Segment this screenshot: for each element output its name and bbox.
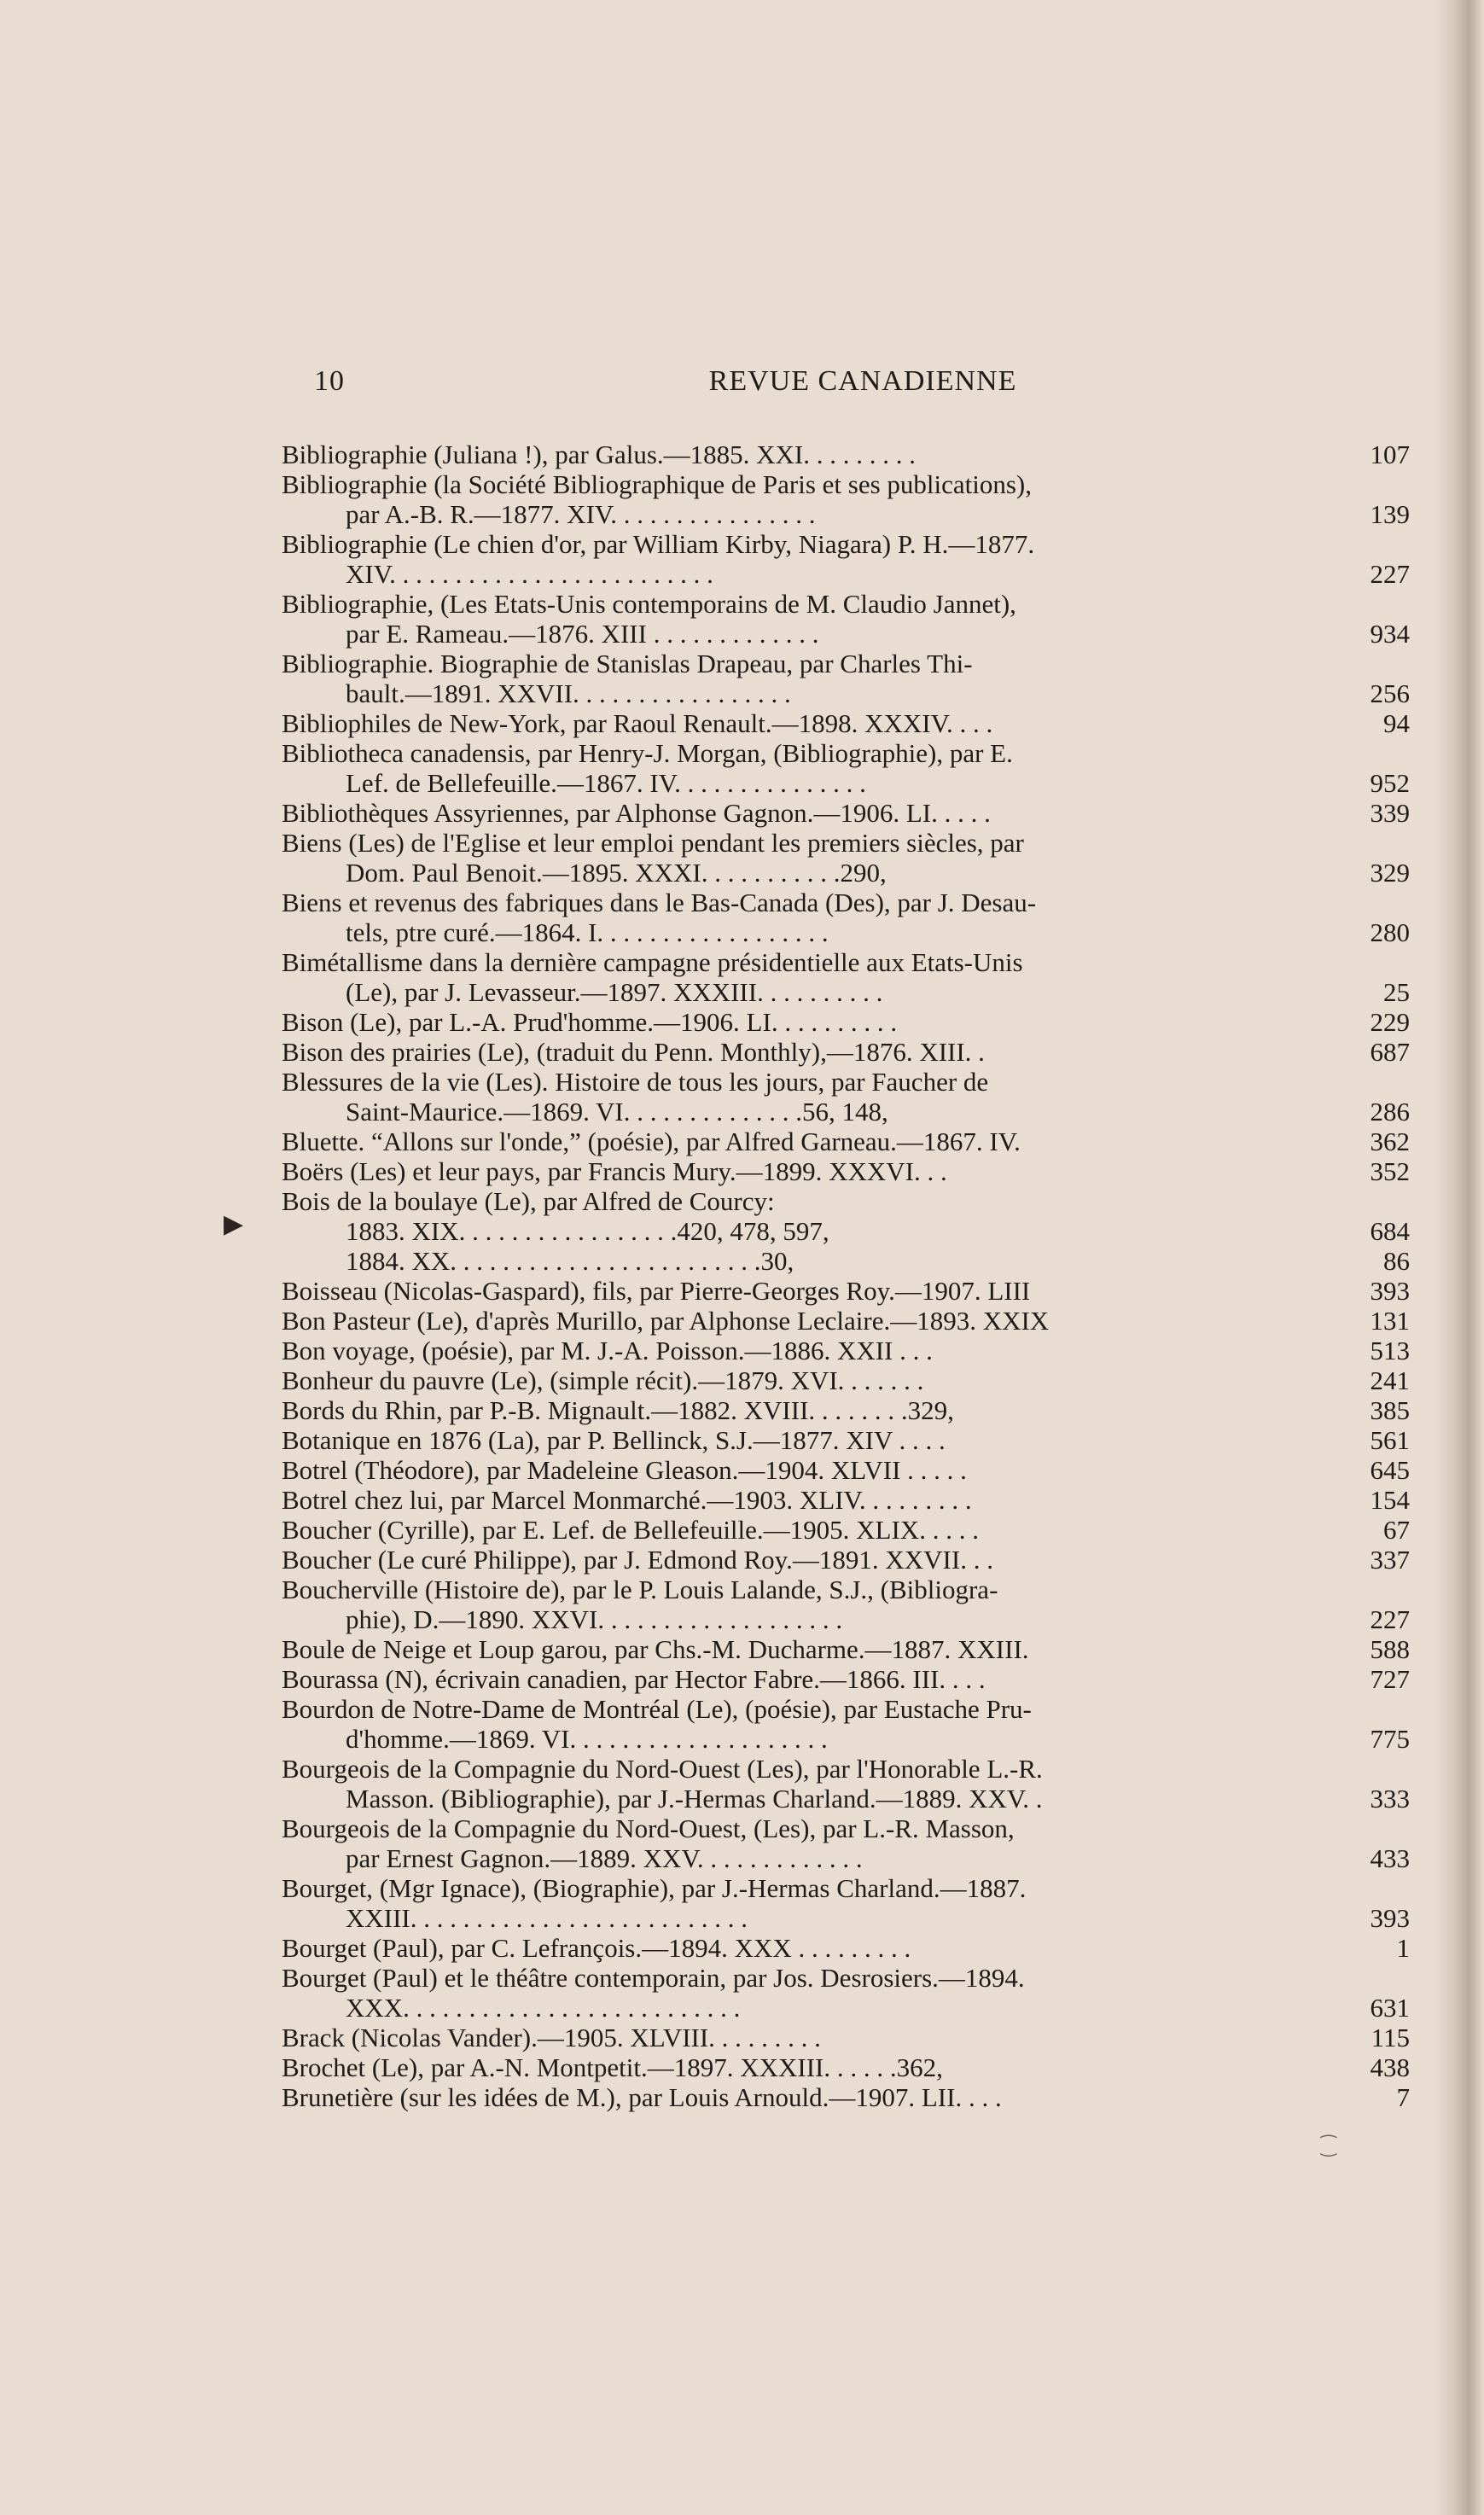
entry-page-number: 339 [1370, 798, 1410, 828]
index-entry [282, 1575, 1410, 1634]
index-entry [282, 1754, 1410, 1813]
index-entry [282, 738, 1410, 798]
entry-text: Bimétallisme dans la dernière campagne présidentielle aux Etats-Unis [282, 947, 1023, 977]
index-entry [282, 2023, 1410, 2052]
entry-page-number: 86 [1383, 1246, 1410, 1276]
entry-page-number: 513 [1370, 1336, 1410, 1365]
entry-page-number: 393 [1370, 1276, 1410, 1306]
entry-text: Bords du Rhin, par P.-B. Mignault.—1882. XVIII. . . . . . . .329, [282, 1395, 954, 1425]
entry-text: Boucherville (Histoire de), par le P. Louis Lalande, S.J., (Bibliogra- [282, 1575, 998, 1604]
entry-page-number: 94 [1383, 708, 1410, 738]
entry-text: Bourget, (Mgr Ignace), (Biographie), par J.-Hermas Charland.—1887. [282, 1873, 1027, 1903]
entry-page-number: 561 [1370, 1425, 1410, 1455]
entry-page-number: 393 [1370, 1903, 1410, 1933]
entry-page-number: 775 [1370, 1724, 1410, 1754]
entry-text: Bibliotheca canadensis, par Henry-J. Morgan, (Bibliographie), par E. [282, 738, 1013, 768]
corner-mark: ⁐ [1321, 2135, 1336, 2157]
index-entry [282, 1037, 1410, 1067]
index-entries [282, 440, 1410, 2112]
entry-page-number: 115 [1371, 2023, 1410, 2052]
entry-page-number: 645 [1370, 1455, 1410, 1485]
index-entry [282, 2052, 1410, 2082]
running-title: REVUE CANADIENNE [708, 365, 1017, 397]
entry-text-continuation: d'homme.—1869. VI. . . . . . . . . . . . . . . . . . . . [346, 1724, 828, 1754]
index-entry [282, 1485, 1410, 1515]
entry-text: Bluette. “Allons sur l'onde,” (poésie), par Alfred Garneau.—1867. IV. [282, 1127, 1021, 1156]
entry-page-number: 227 [1370, 559, 1410, 589]
entry-page-number: 385 [1370, 1395, 1410, 1425]
entry-text-continuation: Masson. (Bibliographie), par J.-Hermas Charland.—1889. XXV. . [346, 1784, 1043, 1813]
entry-text-continuation: Dom. Paul Benoit.—1895. XXXI. . . . . . . . . . .290, [346, 858, 887, 888]
entry-page-number: 438 [1370, 2052, 1410, 2082]
entry-text-continuation: (Le), par J. Levasseur.—1897. XXXIII. . . . . . . . . . [346, 977, 883, 1007]
index-entry [282, 708, 1410, 738]
index-entry [282, 1515, 1410, 1545]
index-entry [282, 1694, 1410, 1754]
index-entry [282, 1216, 1410, 1246]
entry-text-continuation: tels, ptre curé.—1864. I. . . . . . . . . . . . . . . . . . [346, 917, 829, 947]
entry-text: Brunetière (sur les idées de M.), par Louis Arnould.—1907. LII. . . . [282, 2082, 1002, 2112]
entry-text-continuation: Lef. de Bellefeuille.—1867. IV. . . . . . . . . . . . . . . [346, 768, 866, 798]
index-entry [282, 529, 1410, 589]
entry-page-number: 727 [1370, 1664, 1410, 1694]
entry-text: Boisseau (Nicolas-Gaspard), fils, par Pierre-Georges Roy.—1907. LIII [282, 1276, 1031, 1306]
index-entry [282, 649, 1410, 708]
entry-text: Boule de Neige et Loup garou, par Chs.-M. Ducharme.—1887. XXIII. [282, 1634, 1029, 1664]
margin-mark: ▶ [224, 1210, 244, 1238]
index-entry [282, 888, 1410, 947]
entry-text: Bibliographie, (Les Etats-Unis contemporains de M. Claudio Jannet), [282, 589, 1016, 619]
index-entry [282, 1246, 1410, 1276]
index-entry [282, 1336, 1410, 1365]
index-entry [282, 1813, 1410, 1873]
entry-text: Bibliographie (Le chien d'or, par William Kirby, Niagara) P. H.—1877. [282, 529, 1035, 559]
running-header [314, 365, 1411, 406]
entry-text-continuation: bault.—1891. XXVII. . . . . . . . . . . . . . . . . [346, 678, 791, 708]
index-entry [282, 1127, 1410, 1156]
entry-page-number: 337 [1370, 1545, 1410, 1575]
entry-page-number: 280 [1370, 917, 1410, 947]
entry-text: Bon voyage, (poésie), par M. J.-A. Poisson.—1886. XXII . . . [282, 1336, 933, 1365]
entry-text: Bison des prairies (Le), (traduit du Penn. Monthly),—1876. XIII. . [282, 1037, 985, 1067]
entry-page-number: 1 [1396, 1933, 1410, 1963]
entry-text-continuation: par Ernest Gagnon.—1889. XXV. . . . . . . . . . . . . [346, 1843, 863, 1873]
entry-page-number: 687 [1370, 1037, 1410, 1067]
entry-page-number: 241 [1370, 1365, 1410, 1395]
entry-text: Bois de la boulaye (Le), par Alfred de Courcy: [282, 1186, 775, 1216]
index-entry [282, 1395, 1410, 1425]
entry-text: Bibliothèques Assyriennes, par Alphonse Gagnon.—1906. LI. . . . . [282, 798, 991, 828]
page-edge-shadow [1433, 0, 1484, 2515]
index-entry [282, 1933, 1410, 1963]
entry-text: Boërs (Les) et leur pays, par Francis Mury.—1899. XXXVI. . . [282, 1156, 947, 1186]
entry-text-continuation: phie), D.—1890. XXVI. . . . . . . . . . . . . . . . . . . [346, 1604, 843, 1634]
entry-text: Botrel (Théodore), par Madeleine Gleason.—1904. XLVII . . . . . [282, 1455, 967, 1485]
entry-page-number: 352 [1370, 1156, 1410, 1186]
entry-text: Bourassa (N), écrivain canadien, par Hector Fabre.—1866. III. . . . [282, 1664, 986, 1694]
entry-page-number: 131 [1370, 1306, 1410, 1336]
entry-text-continuation: Saint-Maurice.—1869. VI. . . . . . . . . . . . . .56, 148, [346, 1097, 888, 1127]
entry-page-number: 229 [1370, 1007, 1410, 1037]
index-entry [282, 1545, 1410, 1575]
entry-page-number: 286 [1370, 1097, 1410, 1127]
entry-text: Brochet (Le), par A.-N. Montpetit.—1897. XXXIII. . . . . .362, [282, 2052, 943, 2082]
entry-text: Biens (Les) de l'Eglise et leur emploi pendant les premiers siècles, par [282, 828, 1024, 858]
entry-page-number: 631 [1370, 1993, 1410, 2023]
index-entry [282, 1425, 1410, 1455]
entry-text: Bourget (Paul) et le théâtre contemporain, par Jos. Desrosiers.—1894. [282, 1963, 1025, 1993]
entry-text: Botrel chez lui, par Marcel Monmarché.—1903. XLIV. . . . . . . . . [282, 1485, 972, 1515]
index-entry [282, 1306, 1410, 1336]
index-entry [282, 1634, 1410, 1664]
entry-text-continuation: XIV. . . . . . . . . . . . . . . . . . . . . . . . . [346, 559, 713, 589]
index-entry [282, 1067, 1410, 1127]
entry-page-number: 329 [1370, 858, 1410, 888]
entry-text-continuation: par A.-B. R.—1877. XIV. . . . . . . . . . . . . . . . [346, 499, 816, 529]
entry-text: Blessures de la vie (Les). Histoire de tous les jours, par Faucher de [282, 1067, 989, 1097]
entry-text: Bison (Le), par L.-A. Prud'homme.—1906. LI. . . . . . . . . . [282, 1007, 898, 1037]
index-entry [282, 2082, 1410, 2112]
entry-text: 1883. XIX. . . . . . . . . . . . . . . . .420, 478, 597, [346, 1216, 829, 1246]
index-entry [282, 1365, 1410, 1395]
entry-text: Bourgeois de la Compagnie du Nord-Ouest, (Les), par L.-R. Masson, [282, 1813, 1015, 1843]
entry-page-number: 333 [1370, 1784, 1410, 1813]
entry-text: Bourget (Paul), par C. Lefrançois.—1894. XXX . . . . . . . . . [282, 1933, 911, 1963]
entry-page-number: 67 [1383, 1515, 1410, 1545]
entry-text-continuation: XXX. . . . . . . . . . . . . . . . . . . . . . . . . . [346, 1993, 741, 2023]
entry-text-continuation: par E. Rameau.—1876. XIII . . . . . . . . . . . . . [346, 619, 819, 649]
entry-text: Bibliophiles de New-York, par Raoul Renault.—1898. XXXIV. . . . [282, 708, 993, 738]
entry-page-number: 588 [1370, 1634, 1410, 1664]
entry-text: Boucher (Le curé Philippe), par J. Edmond Roy.—1891. XXVII. . . [282, 1545, 993, 1575]
entry-text: Brack (Nicolas Vander).—1905. XLVIII. . . . . . . . . [282, 2023, 821, 2052]
entry-text: Bibliographie (Juliana !), par Galus.—1885. XXI. . . . . . . . . [282, 440, 917, 469]
entry-page-number: 684 [1370, 1216, 1410, 1246]
index-entry [282, 798, 1410, 828]
entry-text: Bonheur du pauvre (Le), (simple récit).—1879. XVI. . . . . . . [282, 1365, 924, 1395]
entry-text: Boucher (Cyrille), par E. Lef. de Bellefeuille.—1905. XLIX. . . . . [282, 1515, 979, 1545]
entry-text: Biens et revenus des fabriques dans le Bas-Canada (Des), par J. Desau- [282, 888, 1037, 917]
entry-text: Botanique en 1876 (La), par P. Bellinck, S.J.—1877. XIV . . . . [282, 1425, 946, 1455]
entry-page-number: 256 [1370, 678, 1410, 708]
index-entry [282, 1963, 1410, 2023]
index-entry [282, 1873, 1410, 1933]
index-entry [282, 1455, 1410, 1485]
index-entry [282, 1007, 1410, 1037]
entry-text: 1884. XX. . . . . . . . . . . . . . . . . . . . . . . .30, [346, 1246, 794, 1276]
index-entry [282, 440, 1410, 469]
index-entry [282, 1156, 1410, 1186]
index-entry [282, 828, 1410, 888]
entry-page-number: 7 [1396, 2082, 1410, 2112]
entry-text: Bibliographie (la Société Bibliographique de Paris et ses publications), [282, 469, 1033, 499]
entry-page-number: 433 [1370, 1843, 1410, 1873]
index-entry [282, 1276, 1410, 1306]
entry-page-number: 139 [1370, 499, 1410, 529]
entry-text-continuation: XXIII. . . . . . . . . . . . . . . . . . . . . . . . . . [346, 1903, 748, 1933]
entry-page-number: 952 [1370, 768, 1410, 798]
entry-text: Bourgeois de la Compagnie du Nord-Ouest (Les), par l'Honorable L.-R. [282, 1754, 1043, 1784]
entry-page-number: 934 [1370, 619, 1410, 649]
entry-text: Bon Pasteur (Le), d'après Murillo, par Alphonse Leclaire.—1893. XXIX [282, 1306, 1050, 1336]
entry-page-number: 362 [1370, 1127, 1410, 1156]
index-entry [282, 947, 1410, 1007]
index-entry [282, 1186, 1410, 1216]
entry-page-number: 227 [1370, 1604, 1410, 1634]
entry-page-number: 107 [1370, 440, 1410, 469]
entry-page-number: 154 [1370, 1485, 1410, 1515]
index-entry [282, 1664, 1410, 1694]
index-entry [282, 589, 1410, 649]
index-entry [282, 469, 1410, 529]
page-number: 10 [314, 365, 345, 397]
entry-text: Bourdon de Notre-Dame de Montréal (Le), (poésie), par Eustache Pru- [282, 1694, 1032, 1724]
entry-page-number: 25 [1383, 977, 1410, 1007]
entry-text: Bibliographie. Biographie de Stanislas Drapeau, par Charles Thi- [282, 649, 973, 678]
